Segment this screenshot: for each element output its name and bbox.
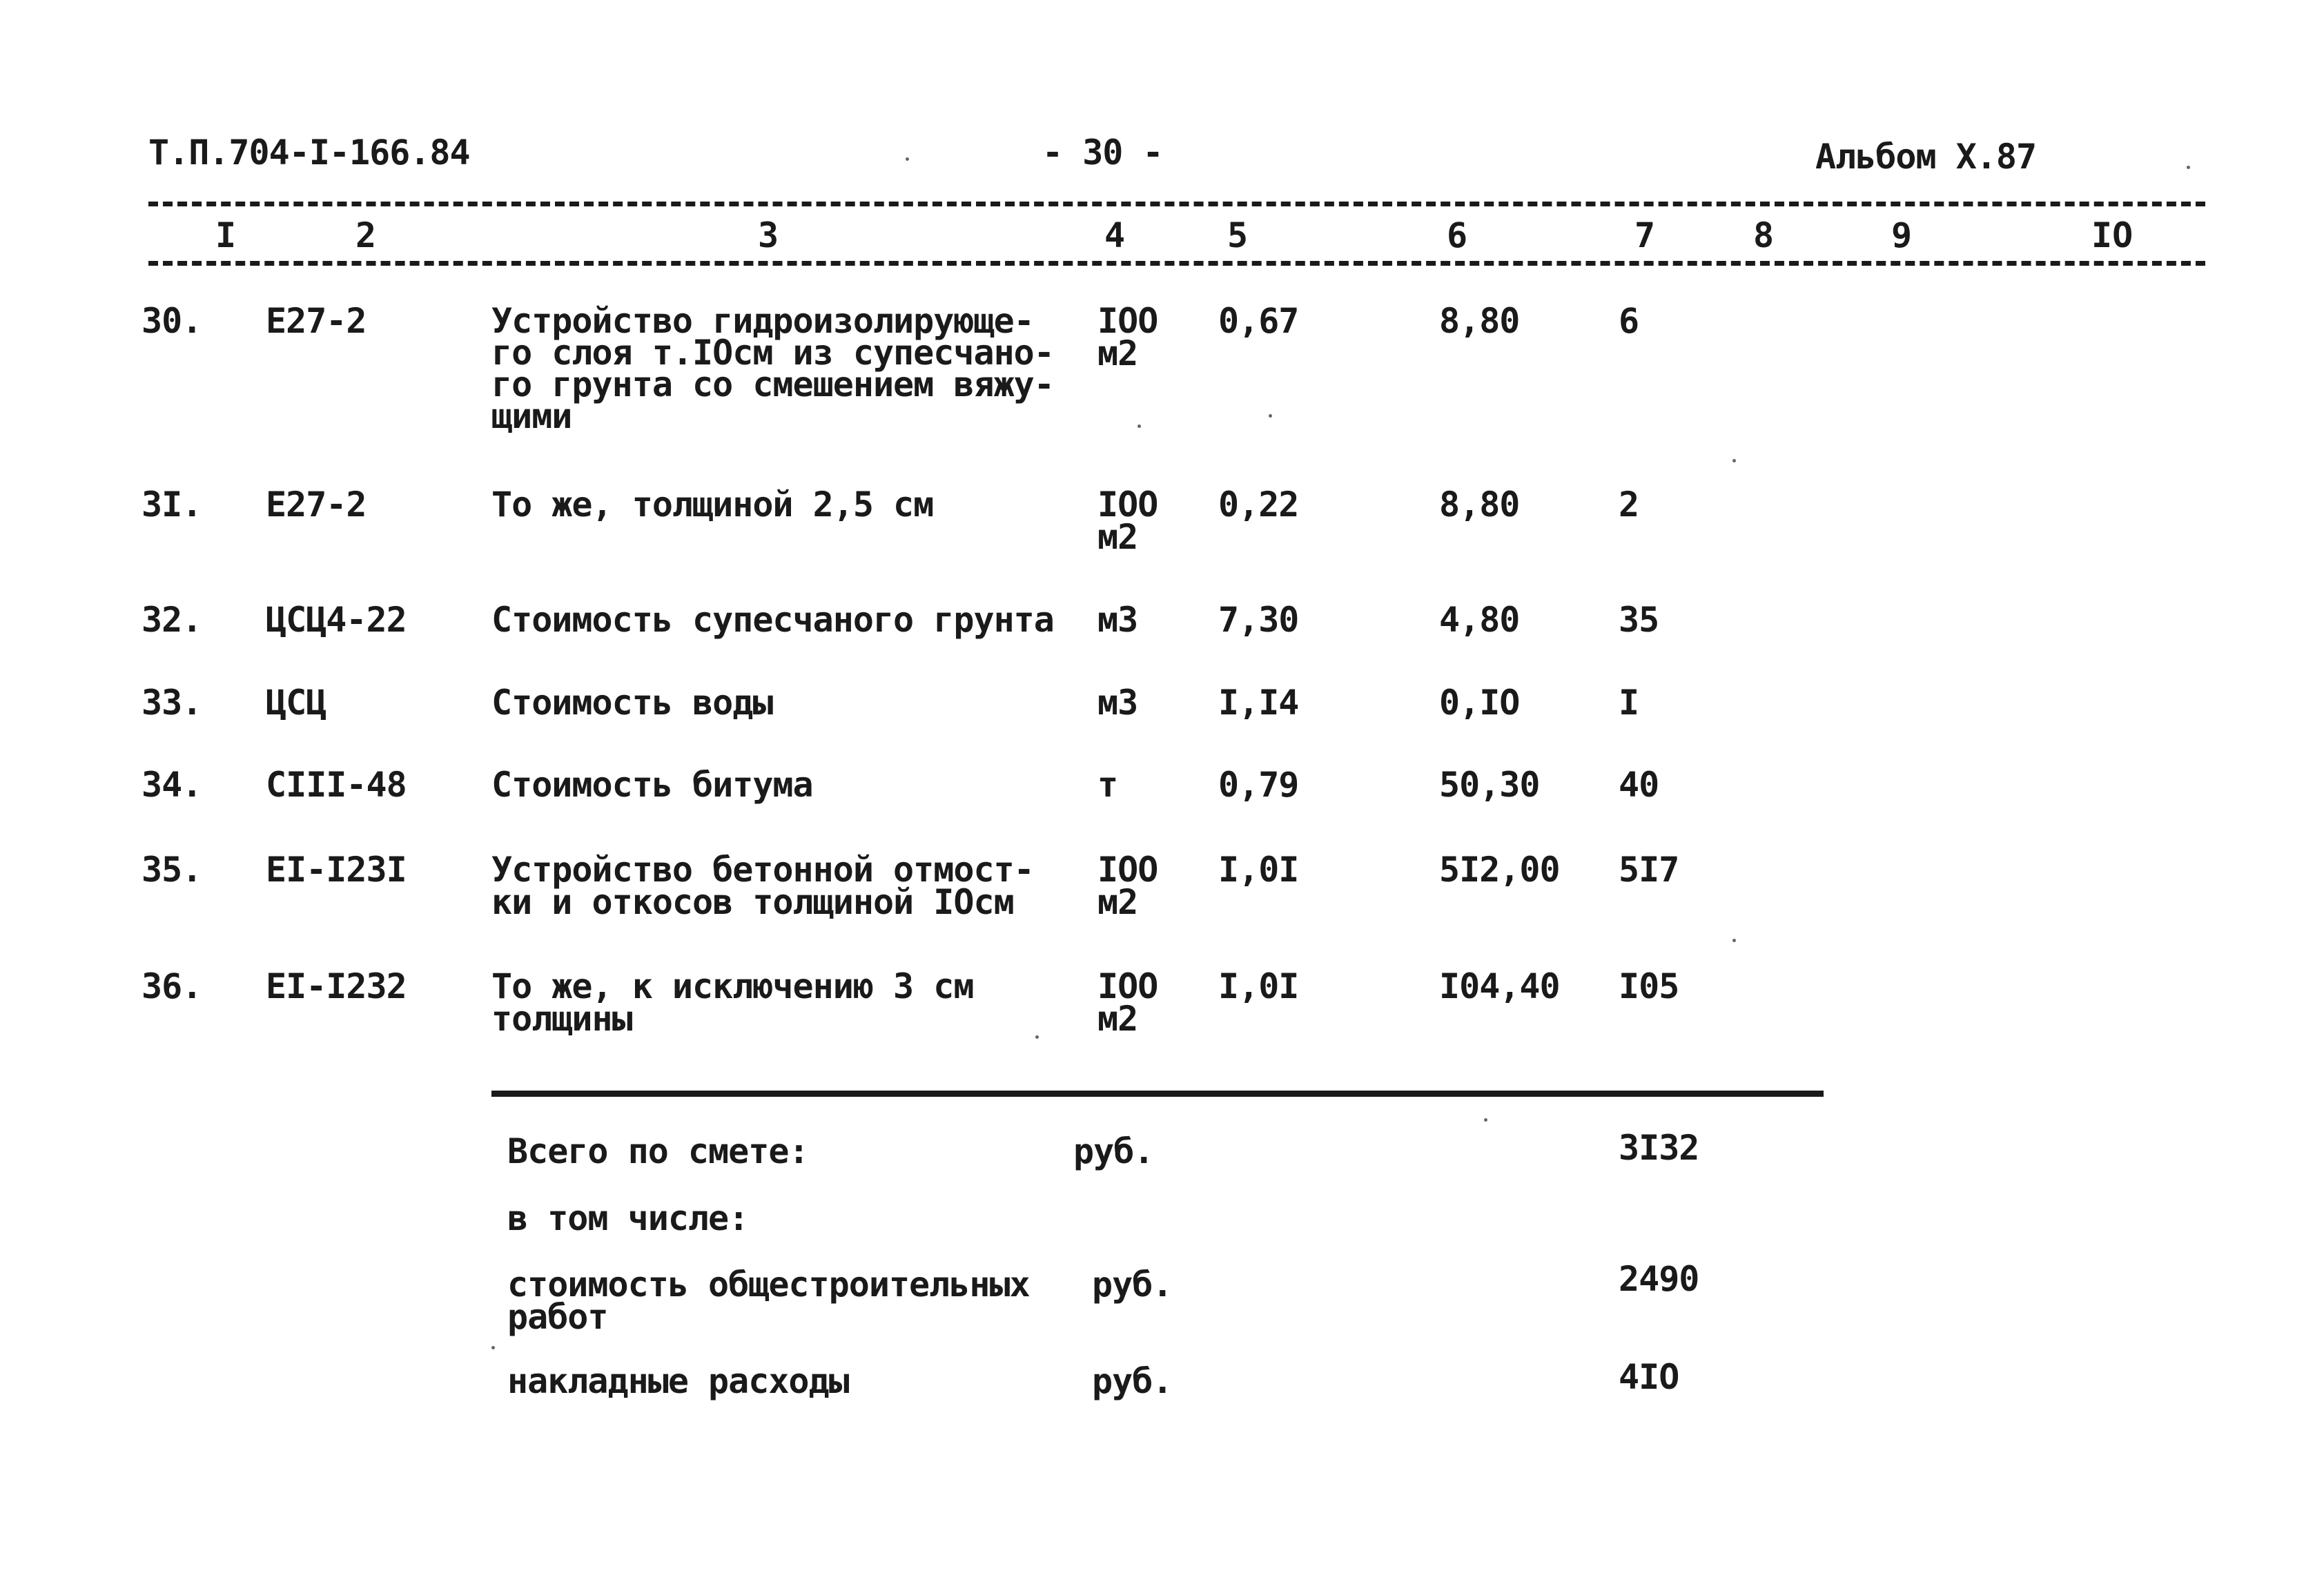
column-number-4: 4 — [1104, 215, 1126, 255]
total-value: 3I32 — [1619, 1128, 1699, 1168]
row-qty: 0,79 — [1218, 765, 1299, 805]
overhead-label: накладные расходы — [507, 1361, 849, 1401]
column-number-2: 2 — [355, 215, 377, 255]
row-price: 8,80 — [1439, 301, 1520, 341]
row-unit: IOO м2 — [1097, 485, 1158, 557]
scan-speck — [491, 1346, 495, 1349]
row-price: 5I2,00 — [1439, 850, 1560, 890]
row-qty: I,I4 — [1218, 683, 1299, 723]
doc-code: Т.П.704-I-166.84 — [148, 133, 470, 173]
scan-speck — [1269, 414, 1272, 418]
scan-speck — [1484, 1118, 1487, 1122]
construction-cost-value: 2490 — [1619, 1259, 1699, 1299]
row-total: 40 — [1619, 765, 1659, 805]
row-qty: I,0I — [1218, 966, 1299, 1006]
scan-speck — [1732, 459, 1736, 462]
column-number-5: 5 — [1227, 215, 1249, 255]
row-code: ЕI-I232 — [266, 966, 407, 1006]
scan-speck — [906, 157, 909, 161]
row-number: 32. — [141, 600, 202, 640]
row-unit: м3 — [1097, 600, 1138, 640]
column-number-7: 7 — [1634, 215, 1656, 255]
scan-speck — [1035, 1035, 1039, 1039]
scan-speck — [2187, 166, 2190, 169]
header-dashed-rule-bottom — [148, 261, 2205, 266]
header-dashed-rule-top — [148, 202, 2205, 206]
row-code: СIII-48 — [266, 765, 407, 805]
row-unit: т — [1097, 765, 1118, 805]
row-number: 30. — [141, 301, 202, 341]
row-name: Устройство бетонной отмост- ки и откосов толщиной IOсм — [491, 850, 1034, 922]
total-unit: руб. — [1073, 1131, 1154, 1171]
row-qty: 7,30 — [1218, 600, 1299, 640]
row-name: Устройство гидроизолирующе- го слоя т.IOсм из супесчано- го грунта со смешением вяжу- щими — [491, 301, 1054, 436]
row-code: Е27-2 — [266, 301, 367, 341]
row-number: 3I. — [141, 485, 202, 525]
total-label: Всего по смете: — [507, 1131, 809, 1171]
column-number-8: 8 — [1753, 215, 1775, 255]
row-name: Стоимость битума — [491, 765, 813, 805]
row-number: 35. — [141, 850, 202, 890]
including-label: в том числе: — [507, 1198, 749, 1238]
row-qty: 0,67 — [1218, 301, 1299, 341]
row-code: ЕI-I23I — [266, 850, 407, 890]
construction-cost-label: стоимость общестроительных работ — [507, 1265, 1030, 1337]
column-number-10: IO — [2091, 215, 2133, 255]
overhead-value: 4IO — [1619, 1357, 1679, 1397]
row-unit: м3 — [1097, 683, 1138, 723]
album-label: Альбом X.87 — [1815, 137, 2037, 177]
totals-separator-line — [491, 1091, 1824, 1097]
row-total: I05 — [1619, 966, 1679, 1006]
row-price: I04,40 — [1439, 966, 1560, 1006]
row-code: ЦСЦ — [266, 683, 326, 723]
page-number: - 30 - — [1042, 133, 1163, 173]
row-total: 2 — [1619, 485, 1639, 525]
construction-cost-unit: руб. — [1092, 1265, 1173, 1305]
row-total: 6 — [1619, 301, 1639, 341]
row-price: 50,30 — [1439, 765, 1540, 805]
row-number: 36. — [141, 966, 202, 1006]
row-total: I — [1619, 683, 1639, 723]
overhead-unit: руб. — [1092, 1361, 1173, 1401]
row-number: 33. — [141, 683, 202, 723]
row-name: Стоимость супесчаного грунта — [491, 600, 1054, 640]
row-number: 34. — [141, 765, 202, 805]
row-code: ЦСЦ4-22 — [266, 600, 407, 640]
column-number-3: 3 — [758, 215, 779, 255]
column-number-9: 9 — [1891, 215, 1913, 255]
row-price: 0,IO — [1439, 683, 1520, 723]
row-code: Е27-2 — [266, 485, 367, 525]
row-qty: 0,22 — [1218, 485, 1299, 525]
row-unit: IOO м2 — [1097, 301, 1158, 373]
row-price: 4,80 — [1439, 600, 1520, 640]
row-name: Стоимость воды — [491, 683, 773, 723]
column-number-1: I — [215, 215, 237, 255]
scan-speck — [1732, 939, 1736, 942]
row-unit: IOO м2 — [1097, 966, 1158, 1039]
row-total: 35 — [1619, 600, 1659, 640]
row-price: 8,80 — [1439, 485, 1520, 525]
row-name: То же, толщиной 2,5 см — [491, 485, 934, 525]
row-unit: IOO м2 — [1097, 850, 1158, 922]
scan-speck — [1137, 424, 1141, 428]
row-name: То же, к исключению 3 см толщины — [491, 966, 974, 1039]
row-qty: I,0I — [1218, 850, 1299, 890]
column-number-6: 6 — [1447, 215, 1468, 255]
row-total: 5I7 — [1619, 850, 1679, 890]
